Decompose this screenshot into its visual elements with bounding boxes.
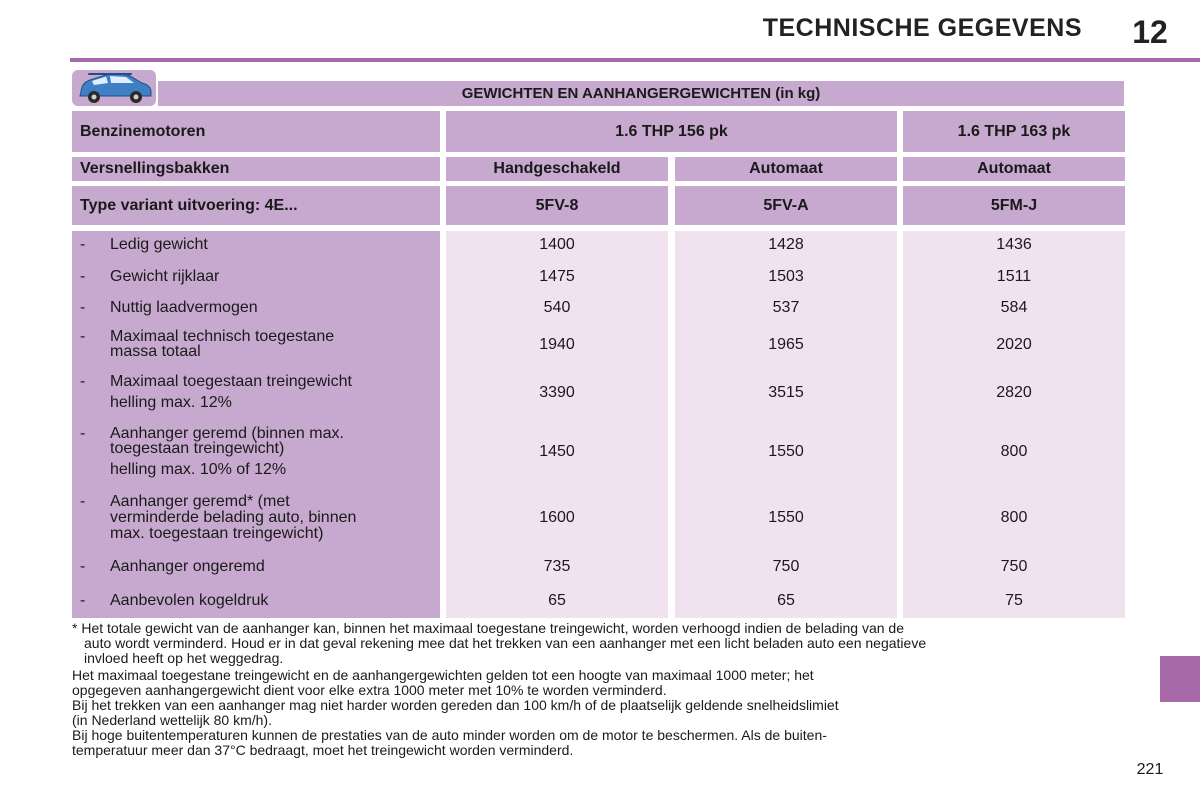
car-icon bbox=[72, 70, 156, 106]
values-column-5fv-a bbox=[675, 231, 897, 618]
table-cell: 540 bbox=[543, 299, 571, 316]
table-cell: 1436 bbox=[996, 236, 1032, 253]
page-title: TECHNISCHE GEGEVENS bbox=[762, 14, 1082, 42]
row-label: Aanhanger ongeremd bbox=[110, 558, 265, 575]
table-cell: 1428 bbox=[768, 236, 804, 253]
table-cell: 1475 bbox=[539, 268, 575, 285]
row-dash: - bbox=[80, 558, 86, 575]
table-cell: 800 bbox=[1000, 443, 1028, 460]
gearbox-header: Handgeschakeld bbox=[446, 157, 668, 181]
paragraph-line: temperatuur meer dan 37°C bedraagt, moet het treingewicht worden verminderd. bbox=[72, 742, 574, 758]
row-label: Aanhanger geremd (binnen max. bbox=[110, 425, 344, 442]
row-dash: - bbox=[80, 592, 86, 609]
table-cell: 1940 bbox=[539, 336, 575, 353]
footnote-line: invloed heeft op het weggedrag. bbox=[84, 650, 284, 666]
values-column-5fv-8 bbox=[446, 231, 668, 618]
table-cell: 3390 bbox=[539, 384, 575, 401]
gearbox-header: Automaat bbox=[675, 157, 897, 181]
variant-label: Type variant uitvoering: 4E... bbox=[72, 186, 440, 225]
footnote-line: * Het totale gewicht van de aanhanger kan, binnen het maximaal toegestane treingewicht, worden verhoogd indien de belading van de bbox=[72, 620, 905, 636]
table-cell: 1550 bbox=[768, 443, 804, 460]
row-label-line2: verminderde belading auto, binnen bbox=[110, 509, 357, 526]
gearbox-header: Automaat bbox=[903, 157, 1125, 181]
table-cell: 584 bbox=[1000, 299, 1028, 316]
page-number: 221 bbox=[1136, 761, 1164, 778]
table-cell: 1450 bbox=[539, 443, 575, 460]
table-cell: 3515 bbox=[768, 384, 804, 401]
row-label-line2: massa totaal bbox=[110, 343, 201, 360]
row-label: Nuttig laadvermogen bbox=[110, 299, 258, 316]
gearbox-label: Versnellingsbakken bbox=[72, 157, 440, 181]
table-cell: 735 bbox=[543, 558, 571, 575]
row-label: Maximaal technisch toegestane bbox=[110, 328, 335, 345]
engine-header: 1.6 THP 156 pk bbox=[446, 111, 897, 152]
row-dash: - bbox=[80, 268, 86, 285]
row-dash: - bbox=[80, 236, 86, 253]
variant-header: 5FM-J bbox=[903, 186, 1125, 225]
table-cell: 1503 bbox=[768, 268, 804, 285]
values-column-5fm-j bbox=[903, 231, 1125, 618]
paragraph-line: opgegeven aanhangergewicht dient voor elke extra 1000 meter met 10% te worden verminderd. bbox=[72, 682, 667, 698]
engine-label: Benzinemotoren bbox=[72, 111, 440, 152]
row-label-line2: helling max. 12% bbox=[110, 394, 232, 411]
row-dash: - bbox=[80, 425, 86, 442]
engine-header: 1.6 THP 163 pk bbox=[903, 111, 1125, 152]
row-dash: - bbox=[80, 373, 86, 390]
footnote-line: auto wordt verminderd. Houd er in dat geval rekening mee dat het trekken van een aanhanger met een licht beladen auto een negatieve bbox=[84, 635, 927, 651]
row-label: Gewicht rijklaar bbox=[110, 268, 220, 285]
table-cell: 1511 bbox=[996, 268, 1032, 285]
paragraph-line: Bij hoge buitentemperaturen kunnen de prestaties van de auto minder worden om de motor te beschermen. Als de buiten- bbox=[72, 727, 827, 743]
chapter-number: 12 bbox=[1132, 14, 1168, 50]
table-cell: 750 bbox=[772, 558, 800, 575]
table-cell: 65 bbox=[548, 592, 566, 609]
row-label-line3: max. toegestaan treingewicht) bbox=[110, 525, 324, 542]
table-cell: 537 bbox=[772, 299, 800, 316]
row-label: Aanbevolen kogeldruk bbox=[110, 592, 269, 609]
row-label-line2: toegestaan treingewicht) bbox=[110, 440, 285, 457]
table-cell: 1400 bbox=[539, 236, 575, 253]
row-label: Aanhanger geremd* (met bbox=[110, 493, 290, 510]
paragraph-line: Bij het trekken van een aanhanger mag niet harder worden gereden dan 100 km/h of de plaatselijk geldende snelheidslimiet bbox=[72, 697, 839, 713]
paragraph-line: Het maximaal toegestane treingewicht en de aanhangergewichten gelden tot een hoogte van maximaal 1000 meter; het bbox=[72, 667, 814, 683]
table-cell: 2820 bbox=[996, 384, 1032, 401]
variant-header: 5FV-A bbox=[675, 186, 897, 225]
header-divider bbox=[70, 58, 1200, 62]
variant-header: 5FV-8 bbox=[446, 186, 668, 225]
table-cell: 75 bbox=[1005, 592, 1023, 609]
row-dash: - bbox=[80, 493, 86, 510]
row-label: Maximaal toegestaan treingewicht bbox=[110, 373, 352, 390]
section-title: GEWICHTEN EN AANHANGERGEWICHTEN (in kg) bbox=[158, 81, 1124, 106]
table-cell: 800 bbox=[1000, 509, 1028, 526]
row-label-line3: helling max. 10% of 12% bbox=[110, 461, 287, 478]
paragraph-line: (in Nederland wettelijk 80 km/h). bbox=[72, 712, 272, 728]
label-column bbox=[72, 231, 440, 618]
chapter-tab bbox=[1160, 656, 1200, 702]
table-cell: 750 bbox=[1000, 558, 1028, 575]
row-label: Ledig gewicht bbox=[110, 236, 208, 253]
table-cell: 1600 bbox=[539, 509, 575, 526]
row-dash: - bbox=[80, 328, 86, 345]
table-cell: 1550 bbox=[768, 509, 804, 526]
table-cell: 65 bbox=[777, 592, 795, 609]
row-dash: - bbox=[80, 299, 86, 316]
table-cell: 2020 bbox=[996, 336, 1032, 353]
table-cell: 1965 bbox=[768, 336, 804, 353]
